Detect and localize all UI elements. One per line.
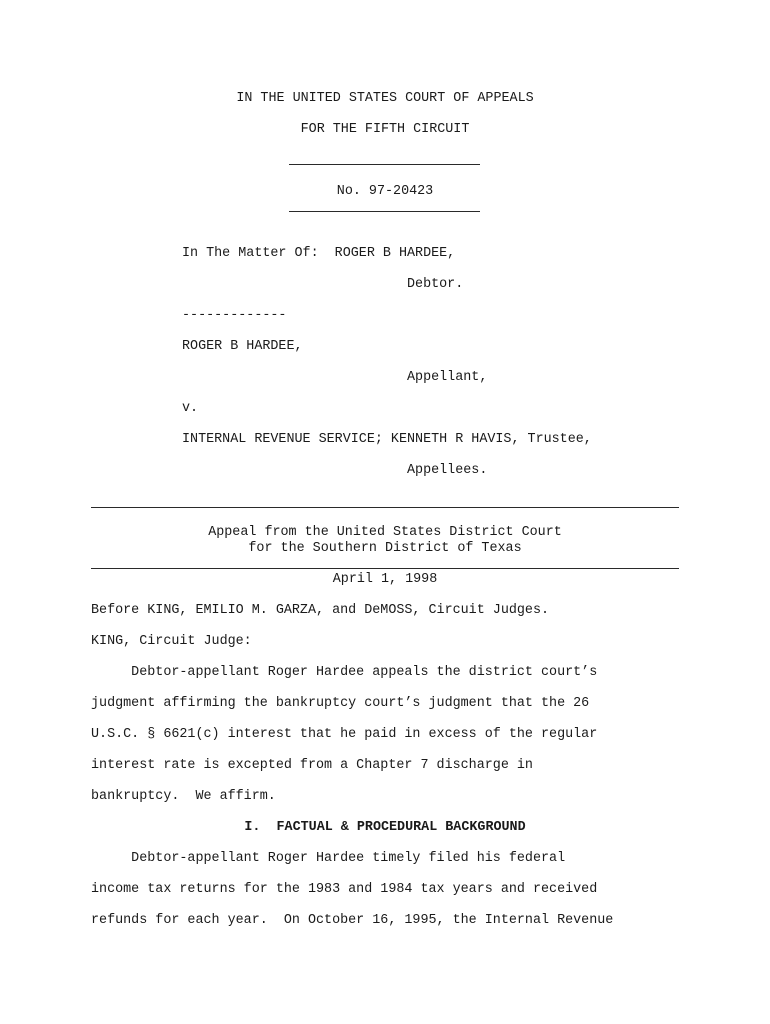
matter-label: In The Matter Of: ROGER B HARDEE, [182, 246, 456, 261]
versus: v. [182, 401, 199, 416]
author-line: KING, Circuit Judge: [91, 634, 252, 649]
party-separator: ------------- [182, 308, 287, 323]
appellant-name: ROGER B HARDEE, [182, 339, 303, 354]
paragraph-line: bankruptcy. We affirm. [91, 789, 276, 804]
appeal-line-1: Appeal from the United States District Court [208, 525, 562, 540]
debtor-role: Debtor. [407, 277, 464, 292]
caption-rule-bottom [289, 211, 480, 212]
paragraph-line: interest rate is excepted from a Chapter 7 discharge in [91, 758, 533, 773]
appeal-line-2: for the Southern District of Texas [248, 541, 522, 556]
appellees-role: Appellees. [407, 463, 488, 478]
paragraph-line: judgment affirming the bankruptcy court’s judgment that the 26 [91, 696, 590, 711]
paragraph-line: income tax returns for the 1983 and 1984 tax years and received [91, 882, 598, 897]
appeal-rule-bottom [91, 568, 679, 569]
appeal-rule-top [91, 507, 679, 508]
circuit-name: FOR THE FIFTH CIRCUIT [300, 122, 470, 137]
case-number: No. 97-20423 [336, 184, 434, 199]
section-heading: I. FACTUAL & PROCEDURAL BACKGROUND [244, 820, 526, 835]
paragraph-line: Debtor-appellant Roger Hardee appeals the district court’s [91, 665, 598, 680]
decision-date: April 1, 1998 [332, 572, 438, 587]
appellant-role: Appellant, [407, 370, 488, 385]
paragraph-line: Debtor-appellant Roger Hardee timely filed his federal [91, 851, 566, 866]
appellees-names: INTERNAL REVENUE SERVICE; KENNETH R HAVIS, Trustee, [182, 432, 592, 447]
caption-rule-top [289, 164, 480, 165]
paragraph-line: U.S.C. § 6621(c) interest that he paid in excess of the regular [91, 727, 598, 742]
court-name: IN THE UNITED STATES COURT OF APPEALS [236, 91, 534, 106]
paragraph-line: refunds for each year. On October 16, 1995, the Internal Revenue [91, 913, 614, 928]
panel-line: Before KING, EMILIO M. GARZA, and DeMOSS, Circuit Judges. [91, 603, 550, 618]
